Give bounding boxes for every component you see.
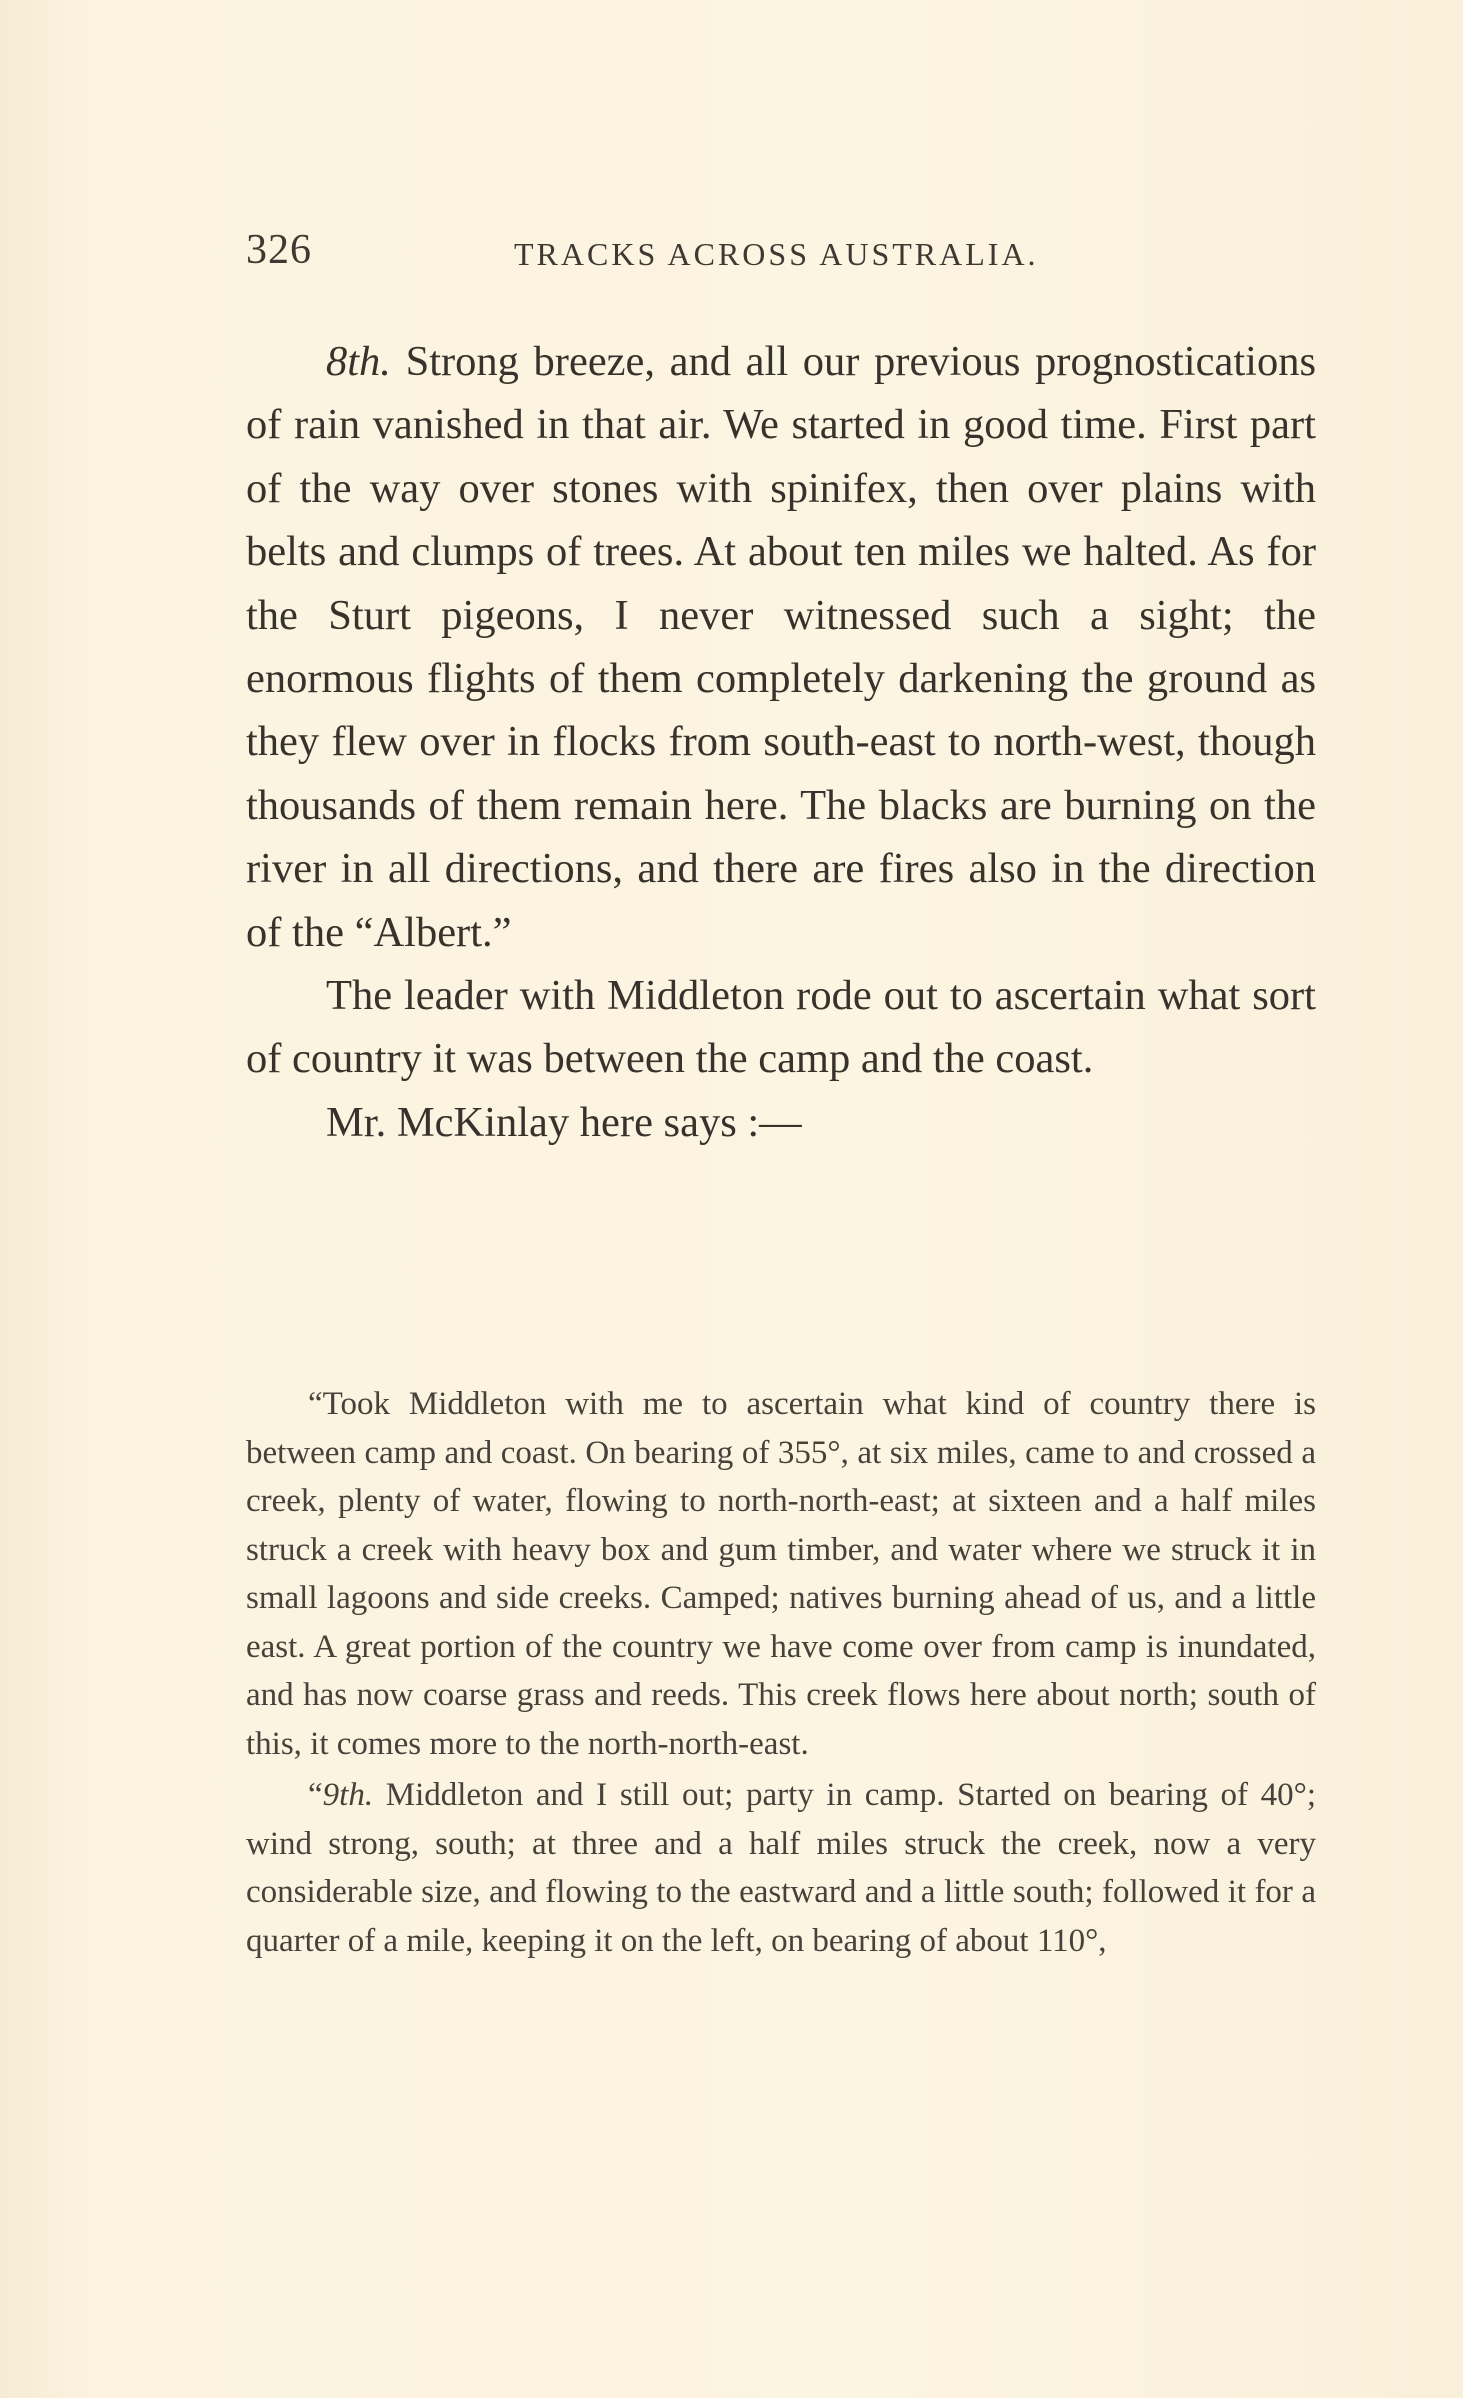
paragraph-mckinlay-intro: Mr. McKinlay here says :— (326, 1098, 802, 1146)
paragraph-leader: The leader with Middleton rode out to ascertain what sort of country it was between the camp and the coast. (246, 972, 1316, 1083)
quote-open-mark: “ (308, 1777, 323, 1813)
page-number: 326 (246, 227, 312, 273)
block-quote (246, 1380, 1316, 1965)
entry-text: Strong breeze, and all our previous prognostications of rain vanished in that air. We started in good time. First part of the way over stones with spinifex, then over plains with belts and clumps of trees. At about ten miles we halted. As for the Sturt pigeons, I never witnessed such a sight; the enormous flights of them completely darkening the ground as they flew over in flocks from south-east to north-west, though thousands of them remain here. The blacks are burning on the river in all directions, and there are fires also in the direction of the “Albert.” (246, 338, 1316, 956)
quote-entry-date: 9th. (322, 1777, 374, 1813)
entry-date: 8th. (326, 338, 391, 385)
running-title: TRACKS ACROSS AUSTRALIA. (514, 236, 1039, 272)
quote-paragraph-2 (246, 1771, 1316, 1965)
quote-paragraph-1: “Took Middleton with me to ascertain what kind of country there is between camp and coast. On bearing of 355°, at six miles, came to and crossed a creek, plenty of water, flowing to north-north-east; at sixteen and a half miles struck a creek with heavy box and gum timber, and water where we struck it in small lagoons and side creeks. Camped; natives burning ahead of us, and a little east. A great portion of the country we have come over from camp is inundated, and has now coarse grass and reeds. This creek flows here about north; south of this, it comes more to the north-north-east. (246, 1386, 1316, 1762)
page-header (246, 222, 1316, 278)
body-text (246, 330, 1316, 1154)
paragraph-8th-entry (246, 330, 1316, 964)
quote-entry-text: Middleton and I still out; party in camp. Started on bearing of 40°; wind strong, south; at three and a half miles struck the creek, now a very considerable size, and flowing to the eastward and a little south; followed it for a quarter of a mile, keeping it on the left, on bearing of about 110°, (246, 1777, 1316, 1959)
